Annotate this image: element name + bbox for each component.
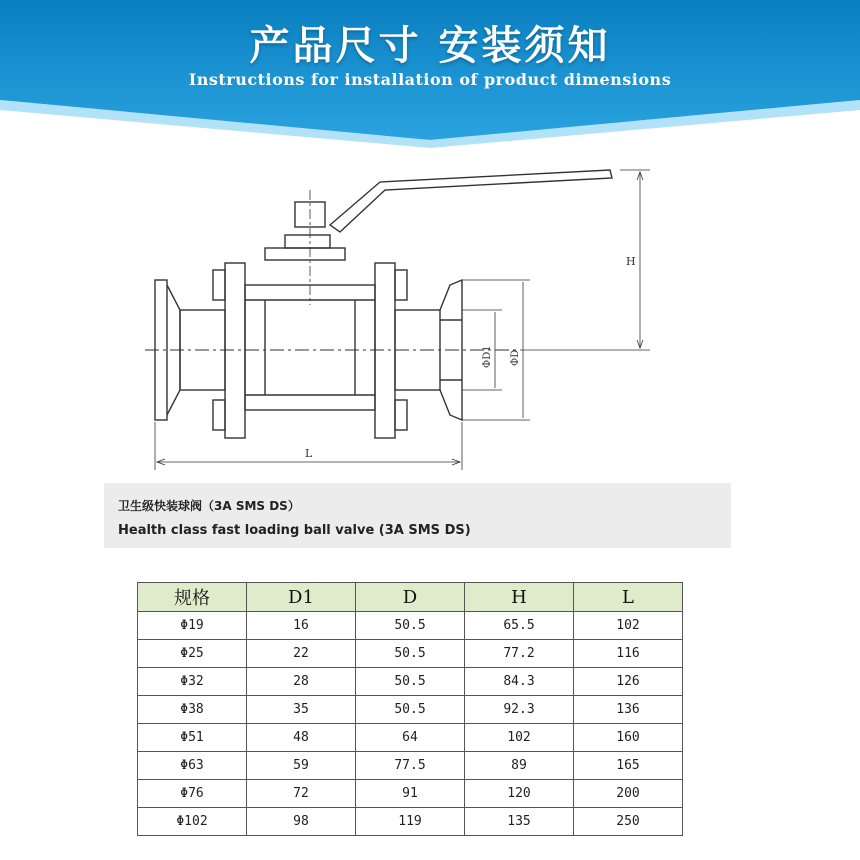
cell: 77.2 xyxy=(465,640,574,668)
dim-l-label: L xyxy=(305,447,313,460)
table-row xyxy=(138,696,683,724)
cell: 119 xyxy=(356,808,465,836)
cell: 64 xyxy=(356,724,465,752)
cell: 126 xyxy=(574,668,683,696)
cell: 200 xyxy=(574,780,683,808)
cell: 65.5 xyxy=(465,612,574,640)
table-row xyxy=(138,780,683,808)
cell: 50.5 xyxy=(356,612,465,640)
cell: 91 xyxy=(356,780,465,808)
cell: 84.3 xyxy=(465,668,574,696)
col-header-d1: D1 xyxy=(247,583,356,612)
page-title: 产品尺寸 安装须知 xyxy=(249,23,611,69)
table-row xyxy=(138,612,683,640)
dim-h-label: H xyxy=(626,255,636,268)
cell: 135 xyxy=(465,808,574,836)
page-subtitle: Instructions for installation of product dimensions xyxy=(188,70,672,89)
cell: Φ76 xyxy=(138,780,247,808)
cell: 59 xyxy=(247,752,356,780)
cell: Φ102 xyxy=(138,808,247,836)
dim-d-label: ΦD xyxy=(510,349,521,366)
col-header-l: L xyxy=(574,583,683,612)
table-row xyxy=(138,752,683,780)
cell: 22 xyxy=(247,640,356,668)
table-row xyxy=(138,640,683,668)
caption-en: Health class fast loading ball valve (3A SMS DS) xyxy=(118,523,471,538)
table-row xyxy=(138,808,683,836)
cell: Φ19 xyxy=(138,612,247,640)
cell: 116 xyxy=(574,640,683,668)
cell: 72 xyxy=(247,780,356,808)
cell: 50.5 xyxy=(356,668,465,696)
cell: 35 xyxy=(247,696,356,724)
table-row xyxy=(138,668,683,696)
cell: 102 xyxy=(574,612,683,640)
col-header-d: D xyxy=(356,583,465,612)
cell: 98 xyxy=(247,808,356,836)
cell: 50.5 xyxy=(356,696,465,724)
cell: 136 xyxy=(574,696,683,724)
cell: Φ25 xyxy=(138,640,247,668)
cell: 77.5 xyxy=(356,752,465,780)
caption-cn: 卫生级快装球阀（3A SMS DS） xyxy=(118,499,300,513)
col-header-spec: 规格 xyxy=(138,583,247,612)
cell: Φ51 xyxy=(138,724,247,752)
cell: 92.3 xyxy=(465,696,574,724)
cell: 48 xyxy=(247,724,356,752)
cell: Φ63 xyxy=(138,752,247,780)
cell: 160 xyxy=(574,724,683,752)
cell: Φ38 xyxy=(138,696,247,724)
cell: Φ32 xyxy=(138,668,247,696)
table-row xyxy=(138,724,683,752)
cell: 16 xyxy=(247,612,356,640)
header-banner xyxy=(0,0,860,150)
cell: 102 xyxy=(465,724,574,752)
valve-dimension-drawing xyxy=(140,160,660,470)
cell: 89 xyxy=(465,752,574,780)
dimension-table xyxy=(137,582,683,836)
table-header-row xyxy=(138,583,683,612)
cell: 50.5 xyxy=(356,640,465,668)
cell: 250 xyxy=(574,808,683,836)
dim-d1-label: ΦD1 xyxy=(482,345,493,368)
product-caption xyxy=(104,483,731,548)
cell: 120 xyxy=(465,780,574,808)
cell: 28 xyxy=(247,668,356,696)
cell: 165 xyxy=(574,752,683,780)
col-header-h: H xyxy=(465,583,574,612)
